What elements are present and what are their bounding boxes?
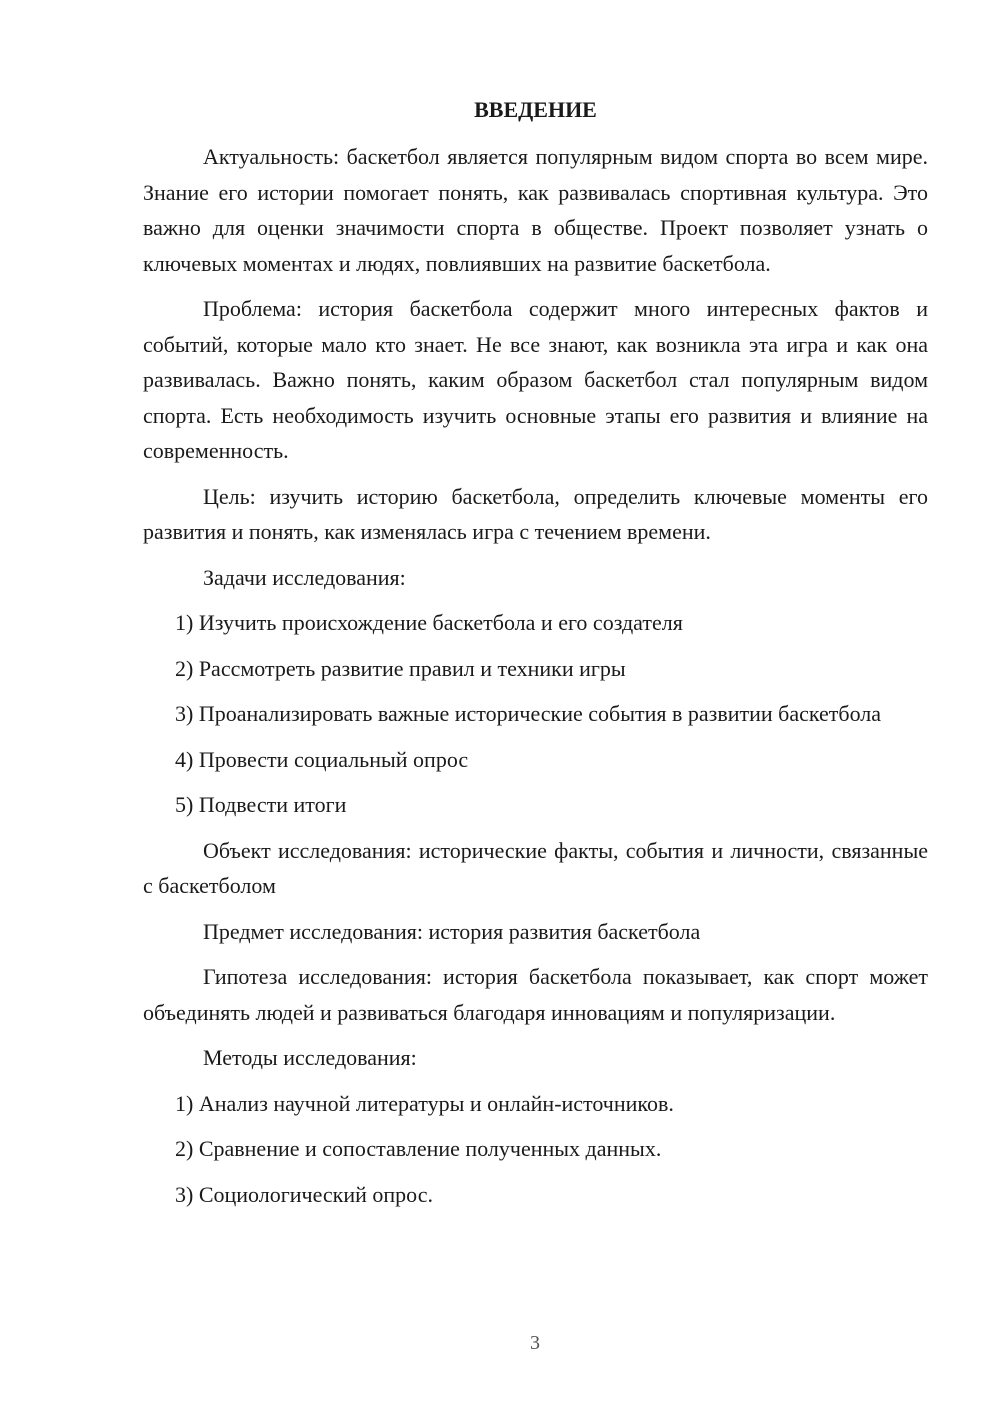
document-page: [143, 92, 928, 1222]
relevance-paragraph: Актуальность: баскетбол является популярным видом спорта во всем мире. Знание его истории помогает понять, как развивалась спортивная культура. Это важно для оценки значимости спорта в обществе. Проект позволяет узнать о ключевых моментах и людях, повлиявших на развитие баскетбола.: [143, 144, 928, 276]
page-number: 3: [530, 1332, 540, 1354]
section-title: ВВЕДЕНИЕ: [474, 97, 597, 122]
task-item: 5) Подвести итоги: [175, 792, 347, 817]
methods-heading: Методы исследования:: [203, 1045, 417, 1070]
subject-paragraph: Предмет исследования: история развития баскетбола: [203, 918, 701, 944]
task-item: 4) Провести социальный опрос: [175, 746, 469, 772]
task-item: 2) Рассмотреть развитие правил и техники игры: [175, 655, 626, 681]
task-item: 1) Изучить происхождение баскетбола и его создателя: [175, 610, 683, 635]
problem-paragraph: Проблема: история баскетбола содержит много интересных фактов и событий, которые мало кто знает. Не все знают, как возникла эта игра и как она развивалась. Важно понять, каким образом баскетбол стал популярным видом спорта. Есть необходимость изучить основные этапы его развития и влияние на современность.: [143, 296, 928, 463]
hypothesis-paragraph: Гипотеза исследования: история баскетбола показывает, как спорт может объединять людей и развиваться благодаря инновациям и популяризации.: [143, 964, 928, 1025]
tasks-heading: Задачи исследования:: [203, 564, 406, 590]
method-item: 1) Анализ научной литературы и онлайн-источников.: [175, 1090, 674, 1116]
method-item: 2) Сравнение и сопоставление полученных данных.: [175, 1136, 662, 1161]
method-item: 3) Социологический опрос.: [175, 1181, 433, 1207]
object-paragraph: Объект исследования: исторические факты, события и личности, связанные с баскетболом: [143, 837, 928, 898]
task-item: 3) Проанализировать важные исторические события в развитии баскетбола: [175, 701, 882, 726]
goal-paragraph: Цель: изучить историю баскетбола, определить ключевые моменты его развития и понять, как изменялась игра с течением времени.: [143, 483, 928, 544]
